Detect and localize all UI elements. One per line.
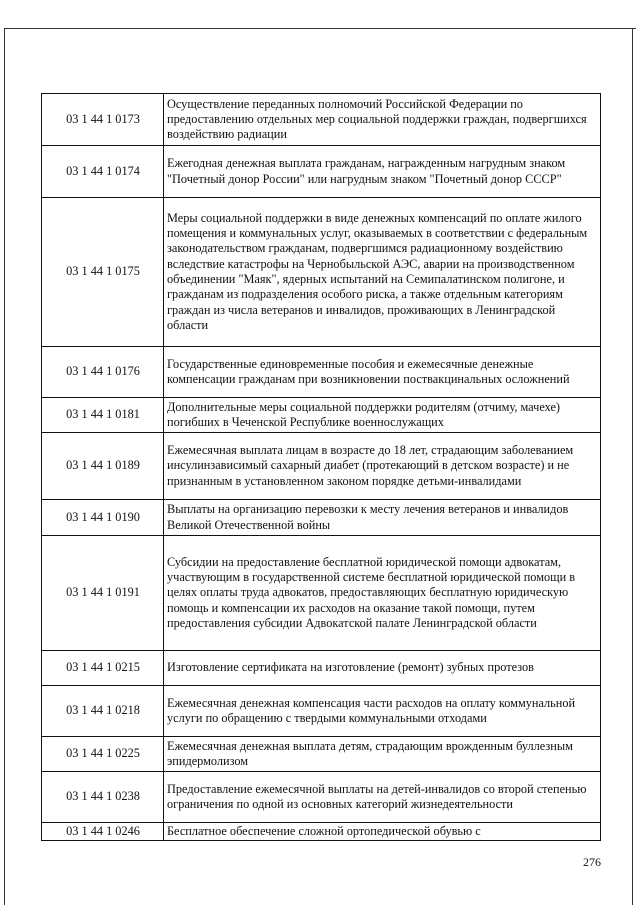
- row-code: 03 1 44 1 0218: [42, 686, 164, 737]
- table-row: [42, 651, 601, 686]
- table-row: [42, 94, 601, 146]
- row-description: Изготовление сертификата на изготовление (ремонт) зубных протезов: [164, 651, 601, 686]
- table-row: [42, 347, 601, 398]
- row-description: Ежемесячная денежная компенсация части расходов на оплату коммунальной услуги по обращению с твердыми коммунальными отходами: [164, 686, 601, 737]
- row-code: 03 1 44 1 0191: [42, 536, 164, 651]
- row-description: Государственные единовременные пособия и ежемесячные денежные компенсации гражданам при возникновении поствакцинальных осложнений: [164, 347, 601, 398]
- table-row: [42, 433, 601, 500]
- page-border-right: [632, 28, 633, 905]
- table-row: [42, 737, 601, 772]
- table-row: [42, 198, 601, 347]
- row-code: 03 1 44 1 0246: [42, 823, 164, 841]
- row-code: 03 1 44 1 0189: [42, 433, 164, 500]
- row-code: 03 1 44 1 0173: [42, 94, 164, 146]
- row-code: 03 1 44 1 0190: [42, 500, 164, 536]
- page-border-top: [4, 28, 636, 29]
- table-row: [42, 146, 601, 198]
- row-code: 03 1 44 1 0238: [42, 772, 164, 823]
- row-description: Осуществление переданных полномочий Российской Федерации по предоставлению отдельных мер социальной поддержки граждан, подвергшихся воздействию радиации: [164, 94, 601, 146]
- row-code: 03 1 44 1 0181: [42, 398, 164, 433]
- page-border-left: [4, 28, 5, 905]
- row-description: Предоставление ежемесячной выплаты на детей-инвалидов со второй степенью ограничения по одной из основных категорий жизнедеятельности: [164, 772, 601, 823]
- row-description: Ежегодная денежная выплата гражданам, награжденным нагрудным знаком "Почетный донор России" или нагрудным знаком "Почетный донор СССР": [164, 146, 601, 198]
- row-description: Выплаты на организацию перевозки к месту лечения ветеранов и инвалидов Великой Отечественной войны: [164, 500, 601, 536]
- row-description: Дополнительные меры социальной поддержки родителям (отчиму, мачехе) погибших в Чеченской Республике военнослужащих: [164, 398, 601, 433]
- row-code: 03 1 44 1 0225: [42, 737, 164, 772]
- budget-classification-table: [41, 93, 601, 841]
- row-description: Ежемесячная денежная выплата детям, страдающим врожденным буллезным эпидермолизом: [164, 737, 601, 772]
- table-row: [42, 772, 601, 823]
- table-row: [42, 398, 601, 433]
- row-code: 03 1 44 1 0176: [42, 347, 164, 398]
- row-description: Субсидии на предоставление бесплатной юридической помощи адвокатам, участвующим в государственной системе бесплатной юридической помощи в целях оплаты труда адвокатов, предоставляющих бесплатную юридическую помощь и компенсации их расходов на оказание такой помощи, путем предоставления субсидии Адвокатской палате Ленинградской области: [164, 536, 601, 651]
- table-body: [42, 94, 601, 841]
- row-code: 03 1 44 1 0174: [42, 146, 164, 198]
- table-row: [42, 686, 601, 737]
- row-code: 03 1 44 1 0175: [42, 198, 164, 347]
- table-row: [42, 500, 601, 536]
- row-description: Меры социальной поддержки в виде денежных компенсаций по оплате жилого помещения и коммунальных услуг, оказываемых в соответствии с федеральным законодательством гражданам, подвергшимся радиационному воздействию вследствие катастрофы на Чернобыльской АЭС, аварии на производственном объединении "Маяк", ядерных испытаний на Семипалатинском полигоне, и гражданам из подразделения особого риска, а также отдельным категориям граждан из числа ветеранов и инвалидов, проживающих в Ленинградской области: [164, 198, 601, 347]
- row-description: Бесплатное обеспечение сложной ортопедической обувью с: [164, 823, 601, 841]
- table-row: [42, 536, 601, 651]
- page-number: 276: [583, 855, 601, 869]
- row-description: Ежемесячная выплата лицам в возрасте до 18 лет, страдающим заболеванием инсулинзависимый сахарный диабет (протекающий в детском возрасте) и не признанным в установленном законом порядке детьми-инвалидами: [164, 433, 601, 500]
- row-code: 03 1 44 1 0215: [42, 651, 164, 686]
- table-row: [42, 823, 601, 841]
